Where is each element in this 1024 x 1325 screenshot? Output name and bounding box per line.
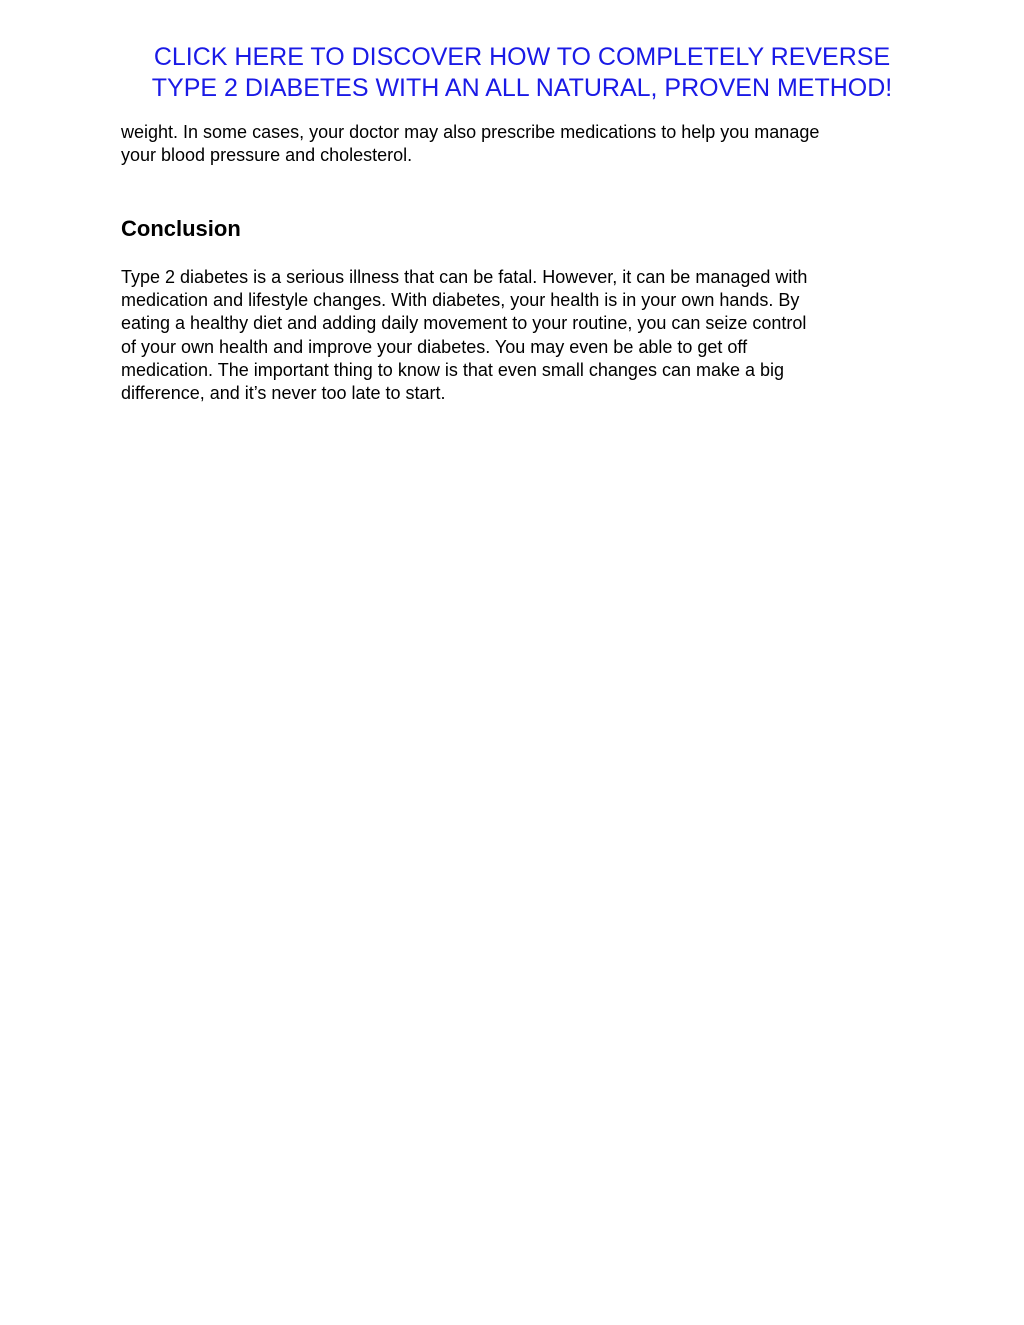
promo-line-2[interactable]: TYPE 2 DIABETES WITH AN ALL NATURAL, PROVEN METHOD! <box>151 74 893 102</box>
paragraph-continued <box>121 121 911 167</box>
paragraph-line: medication and lifestyle changes. With diabetes, your health is in your own hands. By <box>121 290 800 311</box>
section-heading: Conclusion <box>121 216 241 241</box>
paragraph-line: your blood pressure and cholesterol. <box>121 145 413 166</box>
paragraph-line: weight. In some cases, your doctor may also prescribe medications to help you manage <box>121 122 820 142</box>
paragraph-line: Type 2 diabetes is a serious illness that can be fatal. However, it can be managed with <box>121 267 808 287</box>
conclusion-paragraph <box>121 266 911 405</box>
paragraph-line: of your own health and improve your diabetes. You may even be able to get off <box>121 336 748 357</box>
promo-line-1[interactable]: CLICK HERE TO DISCOVER HOW TO COMPLETELY REVERSE <box>153 43 891 71</box>
paragraph-line: eating a healthy diet and adding daily movement to your routine, you can seize control <box>121 313 807 334</box>
paragraph-line: difference, and it’s never too late to start. <box>121 383 446 404</box>
paragraph-line: medication. The important thing to know is that even small changes can make a big <box>121 359 785 380</box>
promo-link[interactable] <box>0 42 1024 104</box>
